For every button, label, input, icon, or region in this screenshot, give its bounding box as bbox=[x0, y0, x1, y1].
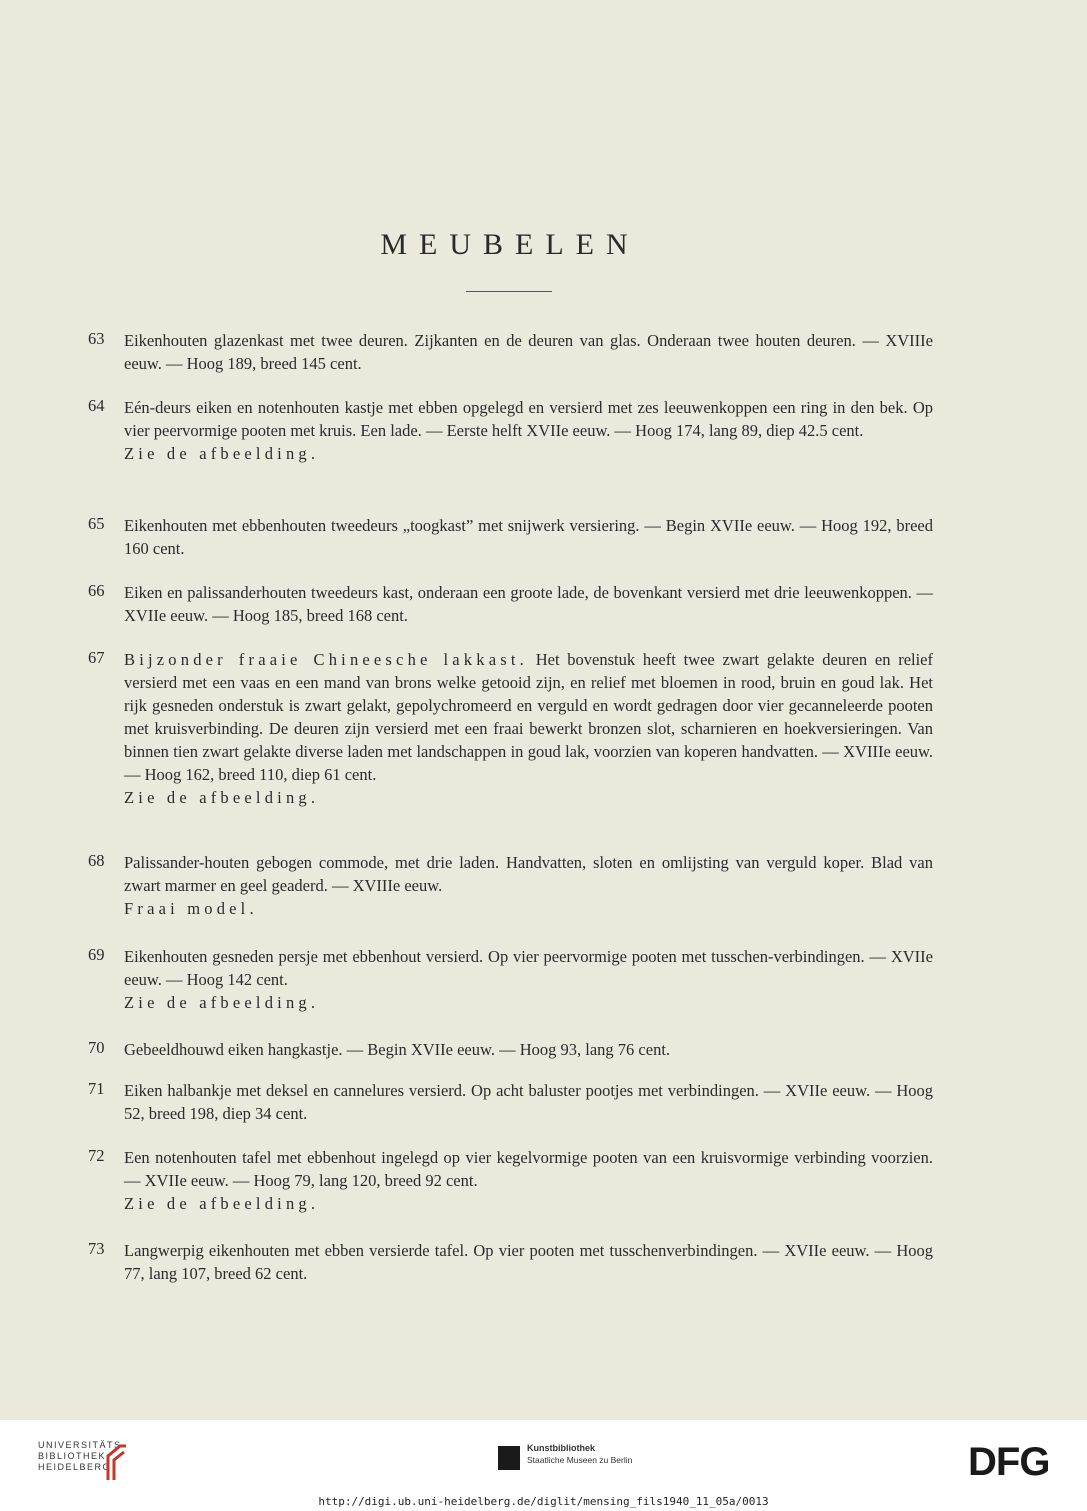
entry-text: Eikenhouten met ebbenhouten tweedeurs „toogkast” met snijwerk versiering. — Begin XVIIe eeuw. — Hoog 192, breed 160 cent. bbox=[124, 516, 933, 558]
catalog-entry-69 bbox=[88, 945, 933, 1014]
entry-note: Zie de afbeelding. bbox=[124, 1194, 320, 1213]
catalog-entry-71 bbox=[88, 1079, 933, 1125]
entry-text: Eiken en palissanderhouten tweedeurs kast, onderaan een groote lade, de bovenkant versierd met drie leeuwenkoppen. — XVIIe eeuw. — Hoog 185, breed 168 cent. bbox=[124, 583, 933, 625]
kunstbibliothek-logo-icon bbox=[498, 1446, 520, 1470]
entry-number: 68 bbox=[88, 851, 105, 870]
entry-text: Langwerpig eikenhouten met ebben versierde tafel. Op vier pooten met tusschenverbindingen. — XVIIe eeuw. — Hoog 77, lang 107, breed 62 cent. bbox=[124, 1241, 933, 1283]
entry-number: 65 bbox=[88, 514, 105, 533]
catalog-entry-66 bbox=[88, 581, 933, 627]
ub-line: UNIVERSITÄTS- bbox=[38, 1440, 127, 1450]
kb-line: Kunstbibliothek bbox=[527, 1443, 595, 1453]
entry-text: Gebeeldhouwd eiken hangkastje. — Begin XVIIe eeuw. — Hoog 93, lang 76 cent. bbox=[124, 1040, 671, 1059]
entry-note: Zie de afbeelding. bbox=[124, 788, 320, 807]
catalog-entry-68 bbox=[88, 851, 933, 920]
entry-number: 72 bbox=[88, 1146, 105, 1165]
catalog-entry-67 bbox=[88, 648, 933, 809]
entry-note: Zie de afbeelding. bbox=[124, 444, 320, 463]
entry-number: 66 bbox=[88, 581, 105, 600]
entry-text: Het bovenstuk heeft twee zwart gelakte deuren en relief versierd met een vaas en een mand van brons welke getooid zijn, en relief met bloemen in rood, bruin en goud lak. Het rijk gesneden onderstuk is zwart gelakt, gepolychromeerd en verguld en wordt gedragen door vier gecanneleerde pooten met kruisverbinding. De deuren zijn versierd met een fraai bewerkt bronzen slot, scharnieren en hoekversieringen. Van binnen tien zwart gelakte diverse laden met landschappen in goud lak, voorzien van koperen handvatten. — XVIIIe eeuw. — Hoog 162, breed 110, diep 61 cent. bbox=[124, 650, 934, 784]
kunstbibliothek-logo-text bbox=[527, 1442, 632, 1466]
entry-number: 69 bbox=[88, 945, 105, 964]
page-title: MEUBELEN bbox=[380, 228, 640, 261]
kb-line: Staatliche Museen zu Berlin bbox=[527, 1455, 633, 1465]
title-rule bbox=[466, 291, 552, 292]
catalog-entry-63 bbox=[88, 329, 933, 375]
entry-number: 64 bbox=[88, 396, 105, 415]
catalog-entry-70 bbox=[88, 1038, 933, 1061]
source-url[interactable]: http://digi.ub.uni-heidelberg.de/diglit/mensing_fils1940_11_05a/0013 bbox=[318, 1495, 769, 1508]
entry-note: Fraai model. bbox=[124, 899, 258, 918]
entry-note: Zie de afbeelding. bbox=[124, 993, 320, 1012]
entry-text: Eikenhouten gesneden persje met ebbenhout versierd. Op vier peervormige pooten met tusschen-verbindingen. — XVIIe eeuw. — Hoog 142 cent. bbox=[124, 947, 933, 989]
entry-text: Een notenhouten tafel met ebbenhout ingelegd op vier kegelvormige pooten van een kruisvormige verbinding voorzien. — XVIIe eeuw. — Hoog 79, lang 120, breed 92 cent. bbox=[124, 1148, 933, 1190]
entry-text: Eikenhouten glazenkast met twee deuren. Zijkanten en de deuren van glas. Onderaan twee houten deuren. — XVIIIe eeuw. — Hoog 189, breed 145 cent. bbox=[124, 331, 933, 373]
catalog-entry-73 bbox=[88, 1239, 933, 1285]
ub-line: BIBLIOTHEK bbox=[38, 1451, 107, 1461]
entry-text: Eén-deurs eiken en notenhouten kastje met ebben opgelegd en versierd met zes leeuwenkoppen een ring in den bek. Op vier peervormige pooten met kruis. Een lade. — Eerste helft XVIIe eeuw. — Hoog 174, lang 89, diep 42.5 cent. bbox=[124, 398, 933, 440]
footer-bar bbox=[0, 1420, 1087, 1511]
ub-heidelberg-logo-icon bbox=[104, 1442, 130, 1482]
entry-number: 63 bbox=[88, 329, 105, 348]
dfg-logo: DFG bbox=[968, 1440, 1050, 1484]
entry-lead: Bijzonder fraaie Chineesche lakkast. bbox=[124, 650, 528, 669]
ub-line: HEIDELBERG bbox=[38, 1462, 112, 1472]
entry-number: 71 bbox=[88, 1079, 105, 1098]
entry-number: 70 bbox=[88, 1038, 105, 1057]
entry-text: Palissander-houten gebogen commode, met drie laden. Handvatten, sloten en omlijsting van verguld koper. Blad van zwart marmer en geel geaderd. — XVIIIe eeuw. bbox=[124, 853, 933, 895]
entry-number: 73 bbox=[88, 1239, 105, 1258]
catalog-entry-64 bbox=[88, 396, 933, 465]
catalog-entry-65 bbox=[88, 514, 933, 560]
entry-text: Eiken halbankje met deksel en cannelures versierd. Op acht baluster pootjes met verbindingen. — XVIIe eeuw. — Hoog 52, breed 198, diep 34 cent. bbox=[124, 1081, 933, 1123]
catalog-entry-72 bbox=[88, 1146, 933, 1215]
entry-number: 67 bbox=[88, 648, 105, 667]
